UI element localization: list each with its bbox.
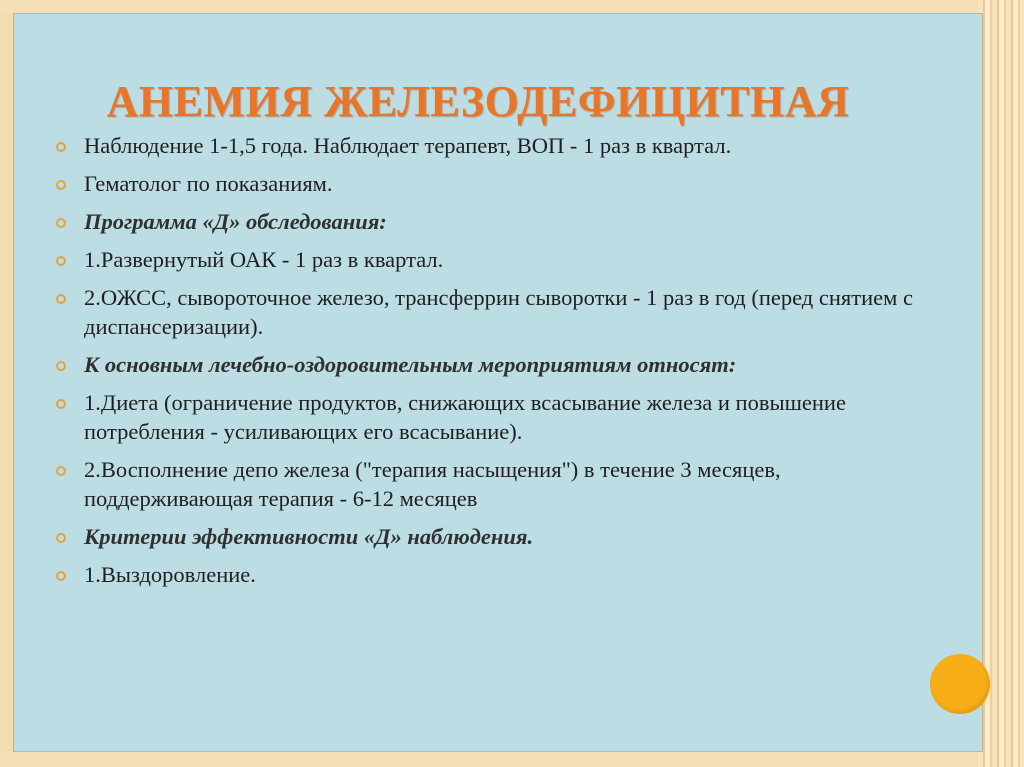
list-item-heading [54,350,954,379]
list-item [54,131,954,160]
slide-title-text: АНЕМИЯ ЖЕЛЕЗОДЕФИЦИТНАЯ [106,77,850,126]
list-item-text: Гематолог по показаниям. [84,171,333,196]
list-item [54,455,954,513]
list-item-heading [54,207,954,236]
slide-title [14,76,982,127]
list-item [54,388,954,446]
slide-content [14,14,982,751]
list-item [54,283,954,341]
bullet-icon [56,361,66,371]
list-item-text: К основным лечебно-оздоровительным мероприятиям относят: [84,352,737,377]
list-item-text: 1.Диета (ограничение продуктов, снижающих всасывание железа и повышение потребления - усиливающих его всасывание). [84,390,846,444]
frame-top-band [0,0,1024,14]
list-item-text: 2.Восполнение депо железа ("терапия насыщения") в течение 3 месяцев, поддерживающая терапия - 6-12 месяцев [84,457,781,511]
list-item-text: 1.Развернутый ОАК - 1 раз в квартал. [84,247,444,272]
list-item-text: Программа «Д» обследования: [84,209,387,234]
list-item-text: 1.Выздоровление. [84,562,256,587]
list-item [54,560,954,589]
bullet-icon [56,180,66,190]
orange-circle-decoration [930,654,990,714]
list-item-text: Наблюдение 1-1,5 года. Наблюдает терапевт, ВОП - 1 раз в квартал. [84,133,732,158]
bullet-icon [56,533,66,543]
frame-bottom-band [0,751,1024,767]
list-item-text: Критерии эффективности «Д» наблюдения. [84,524,534,549]
bullet-icon [56,466,66,476]
bullet-icon [56,571,66,581]
bullet-list [54,131,954,598]
decorative-stripes [978,0,1024,767]
bullet-icon [56,399,66,409]
bullet-icon [56,256,66,266]
list-item-heading [54,522,954,551]
list-item-text: 2.ОЖСС, сывороточное железо, трансферрин сыворотки - 1 раз в год (перед снятием с диспансеризации). [84,285,913,339]
bullet-icon [56,218,66,228]
bullet-icon [56,294,66,304]
list-item [54,245,954,274]
bullet-icon [56,142,66,152]
list-item [54,169,954,198]
